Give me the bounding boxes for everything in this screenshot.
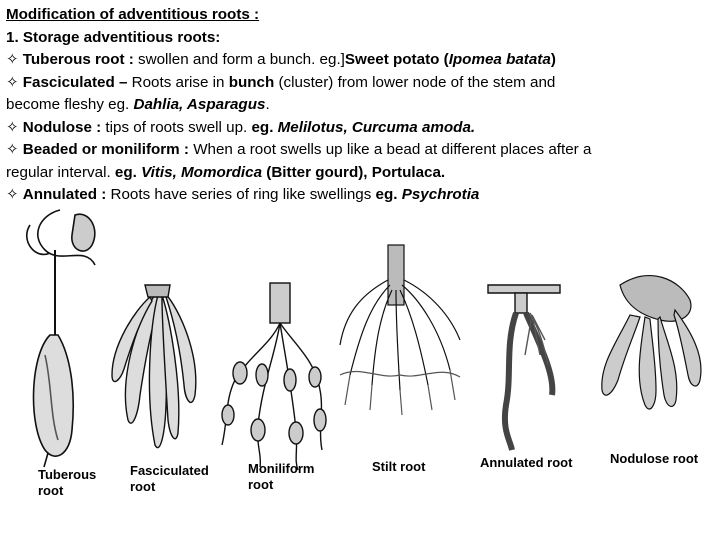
stilt-root-drawing bbox=[340, 245, 460, 415]
section-subheading: 1. Storage adventitious roots: bbox=[6, 28, 221, 46]
bullet-diamond-icon: ✧ bbox=[6, 51, 19, 68]
item-beaded-cont: regular interval. eg. Vitis, Momordica (Bitter gourd), Portulaca. bbox=[6, 163, 446, 181]
tuberous-root-drawing bbox=[27, 210, 95, 467]
bullet-diamond-icon: ✧ bbox=[6, 73, 19, 91]
page-heading: Modification of adventitious roots : bbox=[6, 6, 260, 23]
item-beaded: ✧ Beaded or moniliform : When a root swells up like a bead at different places after a bbox=[6, 141, 592, 158]
item-tuberous: ✧ Tuberous root : swollen and form a bunch. eg.]Sweet potato (Ipomea batata) bbox=[6, 51, 556, 68]
nodulose-root-drawing bbox=[602, 276, 701, 409]
caption-annulated: Annulated root bbox=[480, 455, 573, 470]
root-illustrations bbox=[0, 205, 720, 540]
caption-nodulose: Nodulose root bbox=[610, 451, 699, 466]
bullet-diamond-icon: ✧ bbox=[6, 118, 19, 136]
caption-tuberous: Tuberous root bbox=[38, 467, 97, 498]
item-fasciculated: ✧ Fasciculated – Roots arise in bunch (cluster) from lower node of the stem and bbox=[6, 73, 556, 91]
caption-moniliform: Moniliform root bbox=[248, 461, 315, 492]
item-fasciculated-cont: become fleshy eg. Dahlia, Asparagus. bbox=[6, 96, 270, 113]
moniliform-root-drawing bbox=[222, 283, 326, 470]
caption-fasciculated: Fasciculated root bbox=[130, 463, 209, 494]
caption-stilt: Stilt root bbox=[372, 459, 426, 474]
annulated-root-drawing bbox=[488, 285, 560, 450]
fasciculated-root-drawing bbox=[112, 285, 196, 448]
item-nodulose: ✧ Nodulose : tips of roots swell up. eg. Melilotus, Curcuma amoda. bbox=[6, 118, 476, 136]
item-annulated: ✧ Annulated : Roots have series of ring like swellings eg. Psychrotia bbox=[6, 186, 480, 203]
bullet-diamond-icon: ✧ bbox=[6, 186, 19, 203]
root-drawings-svg bbox=[0, 205, 720, 540]
bullet-diamond-icon: ✧ bbox=[6, 141, 19, 158]
notes-text bbox=[6, 4, 716, 207]
